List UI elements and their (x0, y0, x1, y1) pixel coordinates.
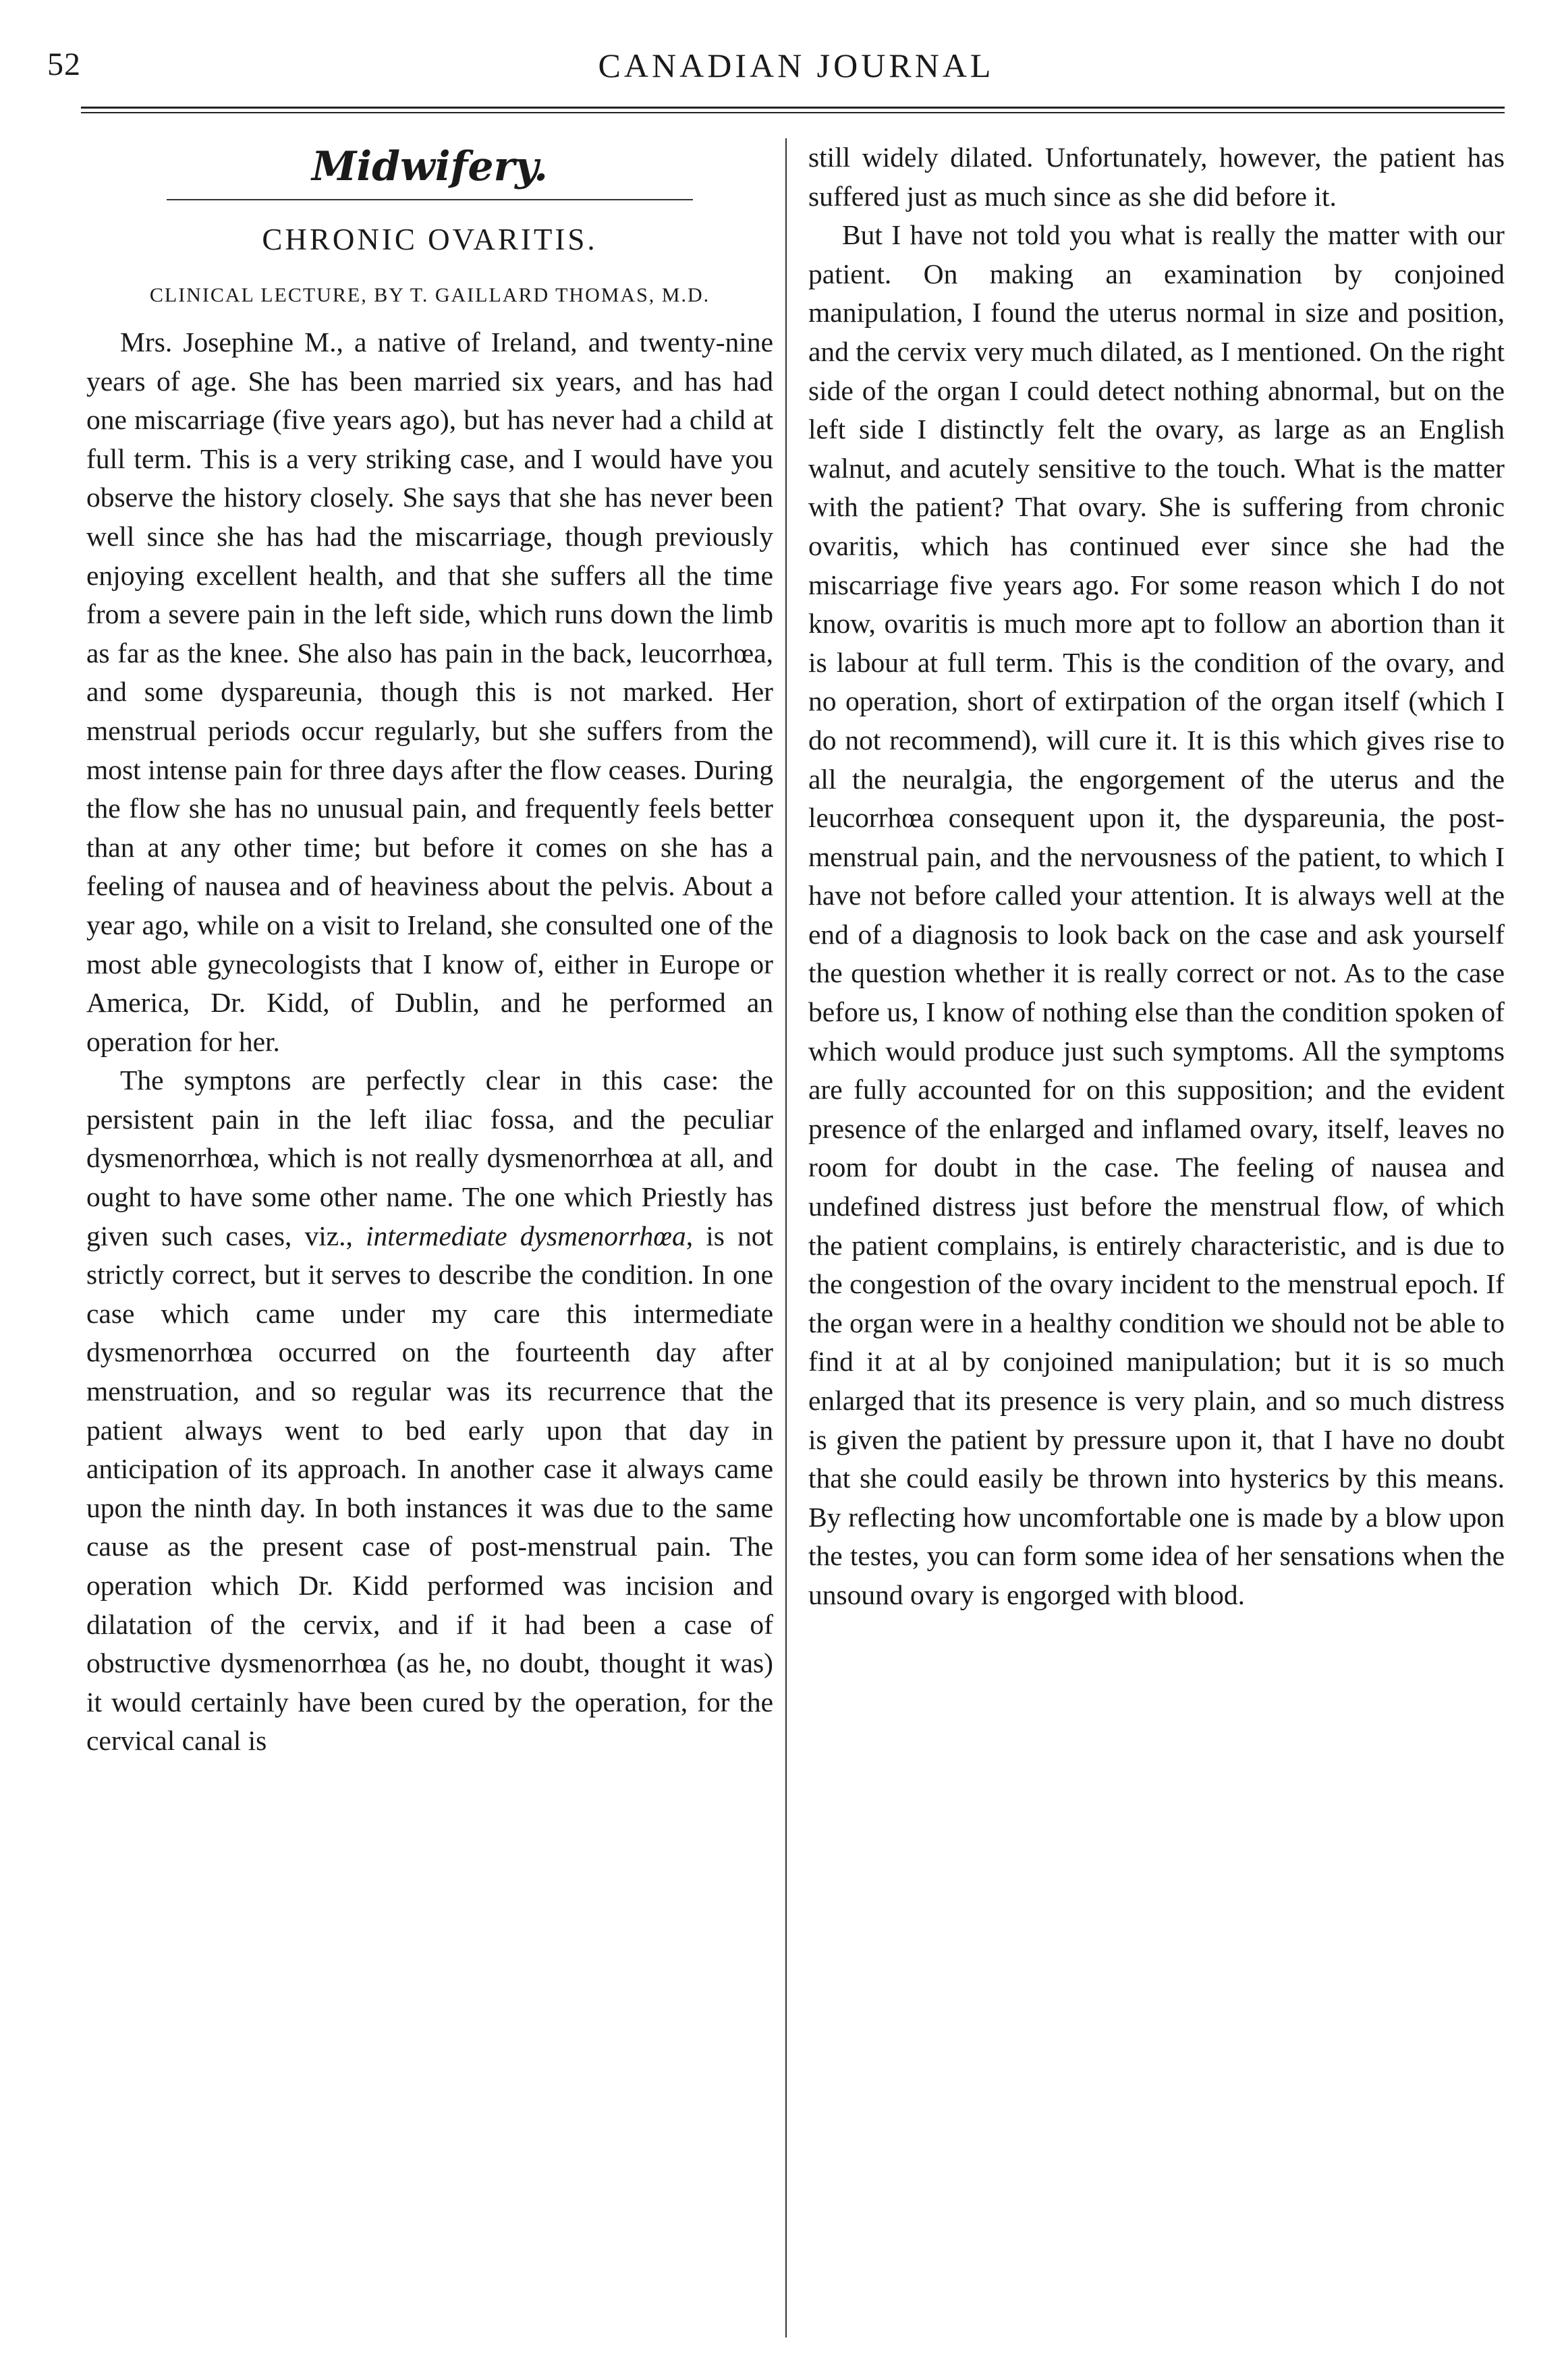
paragraph-text: The symptons are perfectly clear in this case: the persistent pain in the left iliac fossa, and the peculiar dysmenorrhœa, which is not really dysmenorrhœa at all, and ought to have some other name. The one which Priestly has given such cases, viz., (86, 1065, 773, 1251)
column-divider (785, 138, 787, 2338)
left-column (86, 138, 773, 1761)
italic-term: intermediate dysmenorrhœa (365, 1220, 686, 1251)
paragraph: still widely dilated. Unfortunately, however, the patient has suffered just as much since as she did before it. (808, 142, 1505, 212)
paragraph: But I have not told you what is really the matter with our patient. On making an examination by conjoined manipulation, I found the uterus normal in size and position, and the cervix very much dilated, as I mentioned. On the right side of the organ I could detect nothing abnormal, but on the left side I distinctly felt the ovary, as large as an English walnut, and acutely sensitive to the touch. What is the matter with the patient? That ovary. She is suffering from chronic ovaritis, which has continued ever since she had the miscarriage five years ago. For some reason which I do not know, ovaritis is much more apt to follow an abortion than it is labour at full term. This is the condition of the ovary, and no operation, short of extirpation of the organ itself (which I do not recommend), will cure it. It is this which gives rise to all the neuralgia, the engorgement of the uterus and the leucorrhœa consequent upon it, the dyspareunia, the post-menstrual pain, and the nervousness of the patient, to which I have not before called your attention. It is always well at the end of a diagnosis to look back on the case and ask yourself the question whether it is really correct or not. As to the case before us, I know of nothing else than the condition spoken of which would produce just such symptoms. All the symptoms are fully accounted for on this supposition; and the evident presence of the enlarged and inflamed ovary, itself, leaves no room for doubt in the case. The feeling of nausea and undefined distress just before the menstrual flow, of which the patient complains, is entirely characteristic, and is due to the congestion of the ovary incident to the menstrual epoch. If the organ were in a healthy condition we should not be able to find it at al by conjoined manipulation; but it is so much enlarged that its presence is very plain, and so much distress is given the patient by pressure upon it, that I have no doubt that she could easily be thrown into hysterics by this means. By reflecting how uncomfortable one is made by a blow upon the testes, you can form some idea of her sensations when the unsound ovary is engorged with blood. (808, 219, 1505, 1610)
running-title: CANADIAN JOURNAL (598, 47, 995, 84)
header-rule (81, 107, 1505, 113)
article-title: CHRONIC OVARITIS. (262, 223, 598, 256)
paragraph (86, 1061, 773, 1761)
section-heading-rule (167, 199, 693, 200)
section-heading: Midwifery. (311, 143, 549, 190)
page-number: 52 (47, 47, 81, 82)
article-byline: CLINICAL LECTURE, BY T. GAILLARD THOMAS, M.D. (149, 284, 710, 306)
paragraph-text: , is not strictly correct, but it serves to describe the condition. In one case which came under my care this intermediate dysmenorrhœa occurred on the fourteenth day after menstruation, and so regular was its recurrence that the patient always went to bed early upon that day in anticipation of its approach. In another case it always came upon the ninth day. In both instances it was due to the same cause as the present case of post-menstrual pain. The operation which Dr. Kidd performed was incision and dilatation of the cervix, and if it had been a case of obstructive dysmenorrhœa (as he, no doubt, thought it was) it would certainly have been cured by the operation, for the cervical canal is (86, 1220, 773, 1757)
paragraph: Mrs. Josephine M., a native of Ireland, and twenty-nine years of age. She has been married six years, and has had one miscarriage (five years ago), but has never had a child at full term. This is a very striking case, and I would have you observe the history closely. She says that she has never been well since she has had the miscarriage, though previously enjoying excellent health, and that she suffers all the time from a severe pain in the left side, which runs down the limb as far as the knee. She also has pain in the back, leucorrhœa, and some dyspareunia, though this is not marked. Her menstrual periods occur regularly, but she suffers from the most intense pain for three days after the flow ceases. During the flow she has no unusual pain, and frequently feels better than at any other time; but before it comes on she has a feeling of nausea and of heaviness about the pelvis. About a year ago, while on a visit to Ireland, she consulted one of the most able gynecologists that I know of, either in Europe or America, Dr. Kidd, of Dublin, and he performed an operation for her. (86, 327, 773, 1057)
page-header (40, 40, 1511, 88)
right-column (808, 138, 1505, 1615)
